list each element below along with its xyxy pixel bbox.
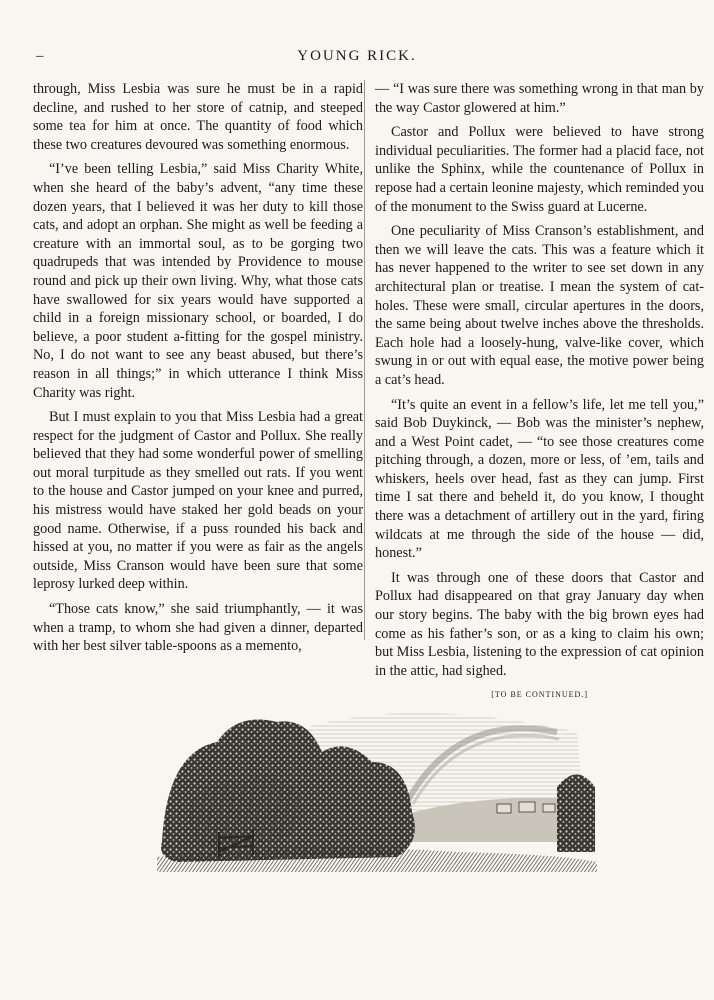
- left-paragraph-1: through, Miss Lesbia was sure he must be in a rapid decline, and rushed to her store of catnip, and steeped some tea for him at once. The quantity of food which these two creatures devoured was something enormous.: [33, 81, 363, 153]
- cottages: [497, 802, 555, 813]
- right-paragraph-1: — “I was sure there was something wrong in that man by the way Castor glowered at him.”: [375, 81, 704, 116]
- right-paragraph-5: It was through one of these doors that Castor and Pollux had disappeared on that gray January day when our story begins. The baby with the big brown eyes had come as his father’s son, or as a king to claim his own; but Miss Lesbia, listening to the expression of cat opinion in the attic, had sighed.: [375, 569, 704, 679]
- page-header: [0, 48, 714, 65]
- running-title: YOUNG RICK.: [297, 48, 417, 64]
- column-divider: [364, 80, 365, 640]
- right-paragraph-2: Castor and Pollux were believed to have strong individual peculiarities. The former had a placid face, not unlike the Sphinx, while the countenance of Pollux in repose had a certain leonine majesty, which reminded you of the monument to the Swiss guard at Lucerne.: [375, 124, 704, 215]
- right-paragraph-3: One peculiarity of Miss Cranson’s establishment, and then we will leave the cats. This was a feature which it has never happened to the writer to see set down in any architectural plan or treatise. I mean the system of cat-holes. These were small, circular apertures in the doors, the same being about twelve inches above the thresholds. Each hole had a loosely-hung, valve-like cover, which swung in or out with equal ease, the motive power being a cat’s head.: [375, 223, 704, 388]
- left-paragraph-3: But I must explain to you that Miss Lesbia had a great respect for the judgment of Castor and Pollux. She really believed that they had some wonderful power of smelling out moral turpitude as they smelled out rats. If you went to the house and Castor jumped on your knee and purred, his mistress would have staked her gold beads on your good name. Otherwise, if a puss rounded his back and hissed at you, no matter if you were as fair as the angels outside, Miss Cranson would have been sure that some leprosy lurked deep within.: [33, 409, 363, 593]
- left-paragraph-2: “I’ve been telling Lesbia,” said Miss Charity White, when she heard of the baby’s advent, “any time these dozen years, that I believed it was her duty to kill those cats, and adopt an orphan. She might as well be feeding a creature with an immortal soul, as to be gorging two quadrupeds that was intended by Providence to mouse round and pick up their own living. Why, what those cats have swallowed for six years would have supported a child in a foreign missionary school, or boarded, I do believe, a poor student a-fitting for the gospel ministry. No, I do not want to see any beast abused, but there’s reason in all things;” in which utterance I think Miss Charity was right.: [33, 161, 363, 401]
- continued-note: [TO BE CONTINUED.]: [491, 690, 588, 700]
- left-paragraph-4: “Those cats know,” she said triumphantly, — it was when a tramp, to whom she had given a dinner, departed with her best silver table-spoons as a memento,: [33, 601, 363, 655]
- right-column: [375, 80, 704, 705]
- header-mark: –: [36, 48, 44, 64]
- right-paragraph-4: “It’s quite an event in a fellow’s life, let me tell you,” said Bob Duykinck, — Bob was the minister’s nephew, and a West Point cadet, — “to see those creatures come pitching through, a dozen, more or less, of ’em, tails and whiskers, heels over head, fast as they can jump. First time I sat there and beheld it, do you know, I thought there was a detachment of artillery out in the yard, firing wildcats at me through the side of the house — did, honest.”: [375, 396, 704, 562]
- left-column: [33, 80, 363, 662]
- landscape-engraving: [157, 692, 597, 872]
